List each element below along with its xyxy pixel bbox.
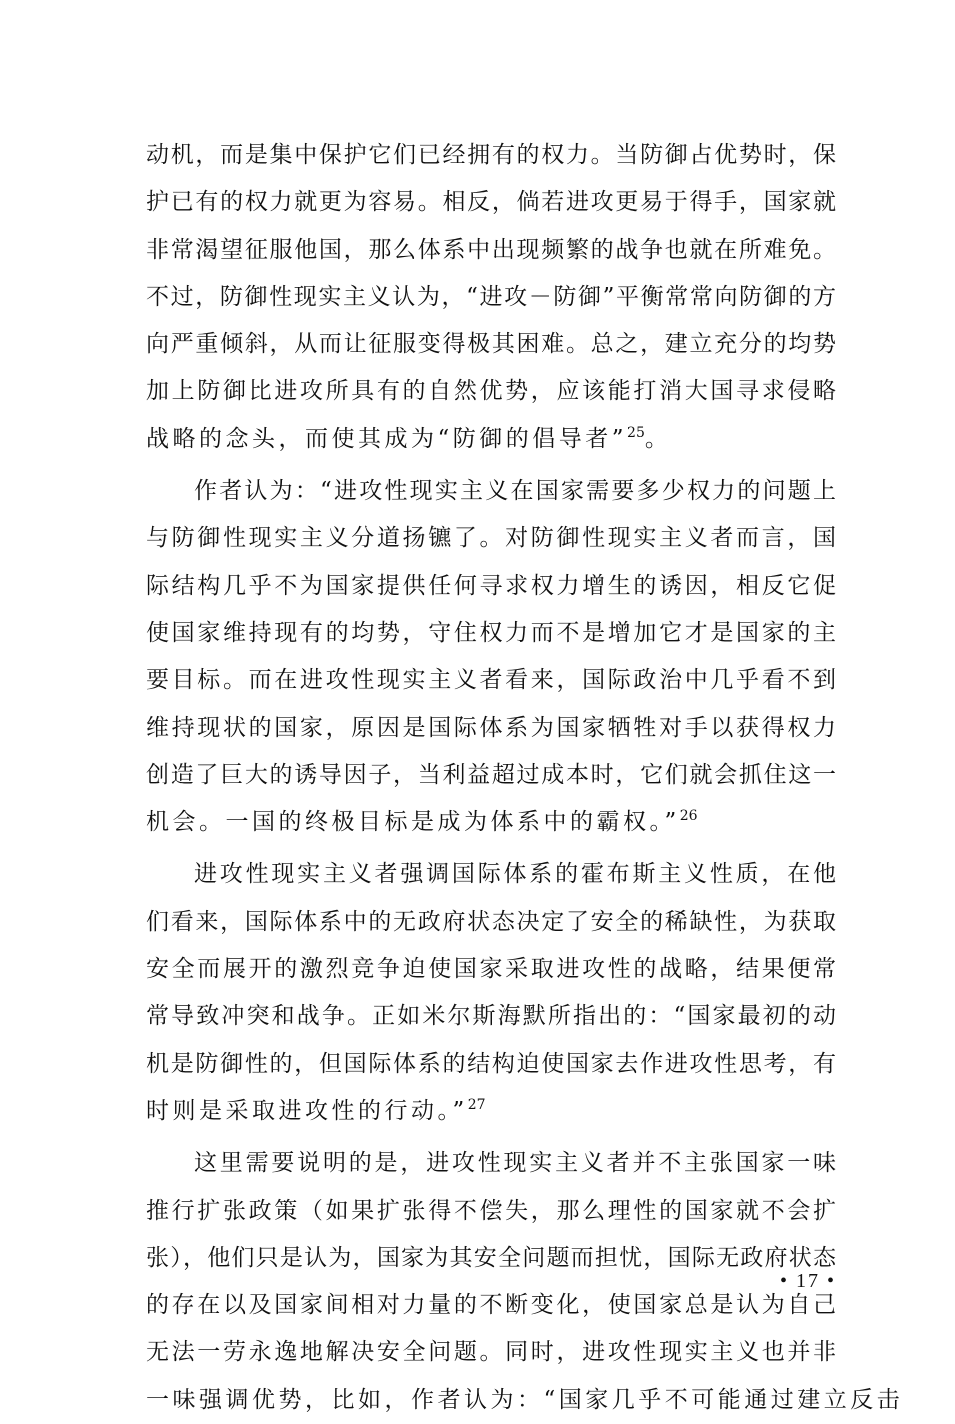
text-line: [146, 1188, 836, 1235]
line-text: 加上防御比进攻所具有的自然优势，应该能打消大国寻求侵略: [146, 378, 836, 405]
line-text: 维持现状的国家，原因是国际体系为国家牺牲对手以获得权力: [146, 714, 836, 741]
line-text: 的存在以及国家间相对力量的不断变化，使国家总是认为自己: [146, 1292, 836, 1319]
text-line: [146, 563, 836, 610]
text-line: [146, 132, 836, 179]
body-text: [146, 132, 904, 1424]
line-text: 动机，而是集中保护它们已经拥有的权力。当防御占优势时，保: [146, 142, 836, 168]
line-text: 与防御性现实主义分道扬镳了。对防御性现实主义者而言，国: [146, 525, 836, 552]
text-line: [146, 1282, 836, 1329]
footnote-ref: 26: [679, 808, 698, 825]
line-text: 安全而展开的激烈竞争迫使国家采取进攻性的战略，结果便常: [146, 956, 836, 983]
text-line: [146, 1377, 904, 1424]
line-text: 一味强调优势，比如，作者认为：“国家几乎不可能通过建立反击: [146, 1386, 904, 1413]
line-text: 向严重倾斜，从而让征服变得极其困难。总之，建立充分的均势: [146, 331, 836, 358]
paragraph: [146, 468, 836, 846]
text-line: [146, 752, 836, 799]
paragraph: [146, 132, 836, 463]
line-text: 进攻性现实主义者强调国际体系的霍布斯主义性质，在他: [194, 861, 836, 888]
line-text: 际结构几乎不为国家提供任何寻求权力增生的诱因，相反它促: [146, 572, 836, 599]
text-line: [146, 851, 836, 898]
text-line: [146, 416, 836, 463]
line-text: 们看来，国际体系中的无政府状态决定了安全的稀缺性，为获取: [146, 908, 836, 935]
text-line: [146, 657, 836, 704]
text-line: [146, 321, 836, 368]
line-text: 无法一劳永逸地解决安全问题。同时，进攻性现实主义也并非: [146, 1339, 836, 1366]
line-text: 要目标。而在进攻性现实主义者看来，国际政治中几乎看不到: [146, 667, 836, 694]
line-text: 不过，防御性现实主义认为，“进攻－防御”平衡常常向防御的方: [146, 283, 836, 310]
footnote-ref: 27: [467, 1096, 486, 1113]
line-text: 时则是采取进攻性的行动。”: [146, 1097, 468, 1124]
text-line: [146, 179, 836, 226]
line-text: 张），他们只是认为，国家为其安全问题而担忧，国际无政府状态: [146, 1244, 836, 1271]
text-line: [146, 610, 836, 657]
line-tail: 。: [644, 425, 672, 452]
text-line: [146, 993, 836, 1040]
line-text: 非常渴望征服他国，那么体系中出现频繁的战争也就在所难免。: [146, 236, 836, 263]
line-text: 常导致冲突和战争。正如米尔斯海默所指出的：“国家最初的动: [146, 1003, 836, 1030]
line-text: 这里需要说明的是，进攻性现实主义者并不主张国家一味: [194, 1150, 836, 1177]
line-text: 机会。一国的终极目标是成为体系中的霸权。”: [146, 809, 680, 836]
text-line: [146, 1235, 836, 1282]
text-line: [146, 705, 836, 752]
text-line: [146, 1041, 836, 1088]
text-line: [146, 227, 836, 274]
text-line: [146, 799, 836, 846]
text-line: [146, 1088, 836, 1135]
line-text: 作者认为：“进攻性现实主义在国家需要多少权力的问题上: [194, 478, 836, 505]
line-text: 护已有的权力就更为容易。相反，倘若进攻更易于得手，国家就: [146, 189, 836, 216]
text-line: [146, 368, 836, 415]
text-line: [146, 946, 836, 993]
text-line: [146, 274, 836, 321]
line-text: 使国家维持现有的均势，守住权力而不是增加它才是国家的主: [146, 619, 836, 646]
paragraph: [146, 851, 836, 1135]
paragraph: [146, 1140, 904, 1424]
page-number: • 17 •: [779, 1270, 836, 1292]
line-text: 机是防御性的，但国际体系的结构迫使国家去作进攻性思考，有: [146, 1050, 836, 1077]
line-text: 推行扩张政策（如果扩张得不偿失，那么理性的国家就不会扩: [146, 1197, 836, 1224]
line-text: 创造了巨大的诱导因子，当利益超过成本时，它们就会抓住这一: [146, 761, 836, 788]
text-line: [146, 468, 836, 515]
text-line: [146, 1140, 836, 1187]
text-line: [146, 1329, 836, 1376]
text-line: [146, 515, 836, 562]
text-line: [146, 899, 836, 946]
line-text: 战略的念头，而使其成为“防御的倡导者”: [146, 425, 628, 452]
footnote-ref: 25: [627, 424, 645, 441]
